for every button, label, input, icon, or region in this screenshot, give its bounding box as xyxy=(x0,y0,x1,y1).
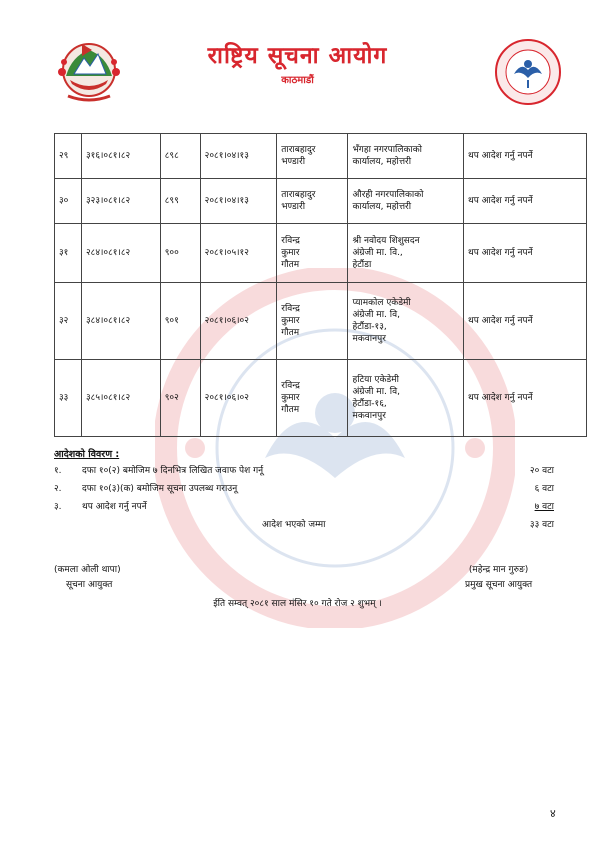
summary-item-text: थप आदेश गर्नु नपर्ने xyxy=(82,502,147,512)
respondent-line: हेटौंडा xyxy=(352,260,372,270)
decision-cell: थप आदेश गर्नु नपर्ने xyxy=(463,179,586,224)
order-number-cell: ९०२ xyxy=(160,360,200,437)
respondent-cell xyxy=(348,360,463,437)
table-row xyxy=(55,224,587,283)
order-number-cell: ८९८ xyxy=(160,134,200,179)
registration-number-cell: ३८४।०८१।८२ xyxy=(81,283,160,360)
respondent-cell xyxy=(348,224,463,283)
date-cell: २०८१।०६।०२ xyxy=(200,360,277,437)
summary-item-count: २० वटा xyxy=(529,466,554,476)
signature-right xyxy=(465,563,532,593)
decision-cell: थप आदेश गर्नु नपर्ने xyxy=(463,283,586,360)
respondent-line: हटिया एकेडेमी xyxy=(352,375,399,385)
organization-title: राष्ट्रिय सूचना आयोग xyxy=(207,43,388,69)
summary-heading: आदेशको विवरण : xyxy=(54,449,120,460)
summary-total xyxy=(54,517,554,533)
serial-number-cell: २९ xyxy=(55,134,82,179)
respondent-line: अंग्रेजी मा. वि, xyxy=(352,310,400,320)
serial-number-cell: ३३ xyxy=(55,360,82,437)
decision-cell: थप आदेश गर्नु नपर्ने xyxy=(463,360,586,437)
summary-item-count: ६ वटा xyxy=(534,484,554,494)
summary-item xyxy=(54,463,554,481)
signature-left xyxy=(54,563,121,593)
signatory-name: (कमला ओली थापा) xyxy=(54,565,121,575)
applicant-line: रविन्द्र xyxy=(281,381,300,391)
applicant-cell xyxy=(277,224,348,283)
applicant-cell xyxy=(277,283,348,360)
date-cell: २०८१।०५।१२ xyxy=(200,224,277,283)
organization-location: काठमाडौं xyxy=(281,75,314,86)
respondent-cell xyxy=(348,134,463,179)
registration-number-cell: ३२३।०८१।८२ xyxy=(81,179,160,224)
respondent-line: कार्यालय, महोत्तरी xyxy=(352,202,412,212)
order-number-cell: ८९९ xyxy=(160,179,200,224)
decision-cell: थप आदेश गर्नु नपर्ने xyxy=(463,224,586,283)
table-row xyxy=(55,360,587,437)
summary-item xyxy=(54,481,554,499)
applicant-line: कुमार xyxy=(281,248,300,258)
applicant-line: भण्डारी xyxy=(281,202,306,212)
respondent-line: भँगहा नगरपालिकाको xyxy=(352,145,422,155)
summary-item-text: दफा १०(३)(क) बमोजिम सूचना उपलब्ध गराउनू xyxy=(82,484,238,494)
order-number-cell: ९०० xyxy=(160,224,200,283)
orders-table xyxy=(54,133,587,437)
respondent-line: अंग्रेजी मा. वि, xyxy=(352,387,400,397)
applicant-line: ताराबहादुर xyxy=(281,190,316,200)
respondent-line: कार्यालय, महोत्तरी xyxy=(352,157,412,167)
respondent-line: प्यामकोल एकेडेमी xyxy=(352,298,411,308)
order-summary xyxy=(54,447,554,533)
summary-item-number: ३. xyxy=(54,502,62,512)
summary-item-number: १. xyxy=(54,466,62,476)
applicant-line: गौतम xyxy=(281,328,300,338)
document-header xyxy=(0,0,595,110)
respondent-cell xyxy=(348,283,463,360)
applicant-line: भण्डारी xyxy=(281,157,306,167)
respondent-line: औरही नगरपालिकाको xyxy=(352,190,424,200)
registration-number-cell: ३१६।०८१।८२ xyxy=(81,134,160,179)
registration-number-cell: ३८५।०८१।८२ xyxy=(81,360,160,437)
table-row xyxy=(55,179,587,224)
summary-item xyxy=(54,499,554,517)
order-dateline: ईति सम्वत् २०८१ साल मंसिर १० गते रोज २ शुभम् । xyxy=(213,599,382,609)
respondent-cell xyxy=(348,179,463,224)
applicant-line: रविन्द्र xyxy=(281,236,300,246)
applicant-cell xyxy=(277,360,348,437)
serial-number-cell: ३१ xyxy=(55,224,82,283)
summary-item-text: दफा १०(२) बमोजिम ७ दिनभित्र लिखित जवाफ पेश गर्नू xyxy=(82,466,264,476)
summary-item-number: २. xyxy=(54,484,62,494)
applicant-line: रविन्द्र xyxy=(281,304,300,314)
applicant-line: कुमार xyxy=(281,316,300,326)
page-number: ४ xyxy=(550,807,556,820)
respondent-line: मकवानपुर xyxy=(352,411,386,421)
date-cell: २०८१।०४।१३ xyxy=(200,134,277,179)
applicant-cell xyxy=(277,179,348,224)
signatory-title: प्रमुख सूचना आयुक्त xyxy=(465,580,533,590)
date-cell: २०८१।०४।१३ xyxy=(200,179,277,224)
order-number-cell: ९०१ xyxy=(160,283,200,360)
table-row xyxy=(55,283,587,360)
table-row xyxy=(55,134,587,179)
summary-total-label: आदेश भएको जम्मा xyxy=(262,520,326,530)
commission-seal-icon xyxy=(494,38,562,106)
decision-cell: थप आदेश गर्नु नपर्ने xyxy=(463,134,586,179)
summary-item-count: ७ वटा xyxy=(534,502,554,512)
signatory-title: सूचना आयुक्त xyxy=(66,580,113,590)
registration-number-cell: २८४।०८१।८२ xyxy=(81,224,160,283)
applicant-line: गौतम xyxy=(281,405,300,415)
applicant-line: कुमार xyxy=(281,393,300,403)
signatory-name: (महेन्द्र मान गुरुङ) xyxy=(468,565,529,575)
respondent-line: श्री नवोदय शिशुसदन xyxy=(352,236,420,246)
summary-total-count: ३३ वटा xyxy=(529,520,554,530)
applicant-line: ताराबहादुर xyxy=(281,145,316,155)
applicant-line: गौतम xyxy=(281,260,300,270)
respondent-line: हेटौंडा-१३, xyxy=(352,322,387,332)
applicant-cell xyxy=(277,134,348,179)
respondent-line: अंग्रेजी मा. वि., xyxy=(352,248,403,258)
respondent-line: मकवानपुर xyxy=(352,334,386,344)
serial-number-cell: ३२ xyxy=(55,283,82,360)
serial-number-cell: ३० xyxy=(55,179,82,224)
date-cell: २०८१।०६।०२ xyxy=(200,283,277,360)
respondent-line: हेटौंडा-१६, xyxy=(352,399,387,409)
